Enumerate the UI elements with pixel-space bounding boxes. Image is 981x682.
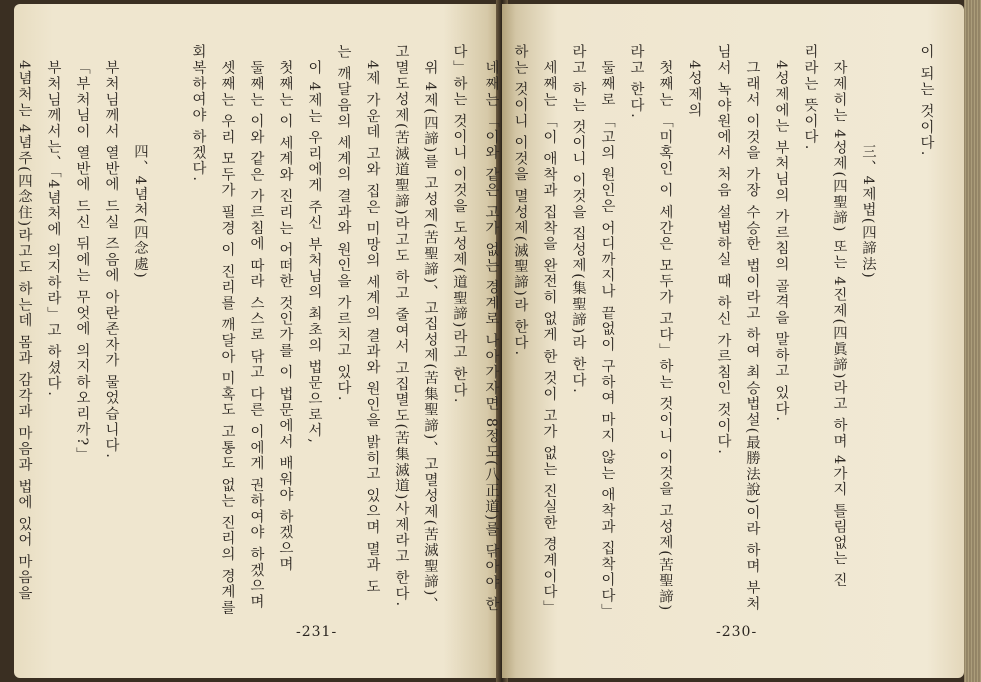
text-line: 부처님께서는、「4념처에 의지하라」고 하셨다. [45,60,61,398]
text-line: 는 깨달음의 세계의 결과와 원인을 가르치고 있다. [335,44,351,402]
text-line [154,44,183,619]
left-page-text [14,44,473,619]
right-page-text [483,44,940,620]
right-page [483,4,964,678]
text-line [882,44,911,619]
text-line: 라고 하는 것이니 이것을 집성제(集聖諦)라 한다. [570,44,586,395]
left-page [14,4,502,678]
text-line: 4성제에는 부처님의 가르침의 골격을 말하고 있다. [773,60,789,423]
text-line: 회복하여야 하겠다. [190,44,206,183]
text-line: 셋째는 우리 모두가 필경 이 진리를 깨달아 미혹도 고통도 없는 진리의 경계를 [219,60,235,616]
text-line: 자제히는 4성제(四聖諦) 또는 4진제(四眞諦)라고 하며 4가지 틀림없는 진 [831,60,847,589]
text-line: 이 되는 것이다. [918,44,934,157]
text-line: 둘째는 이와 같은 가르침에 따라 스스로 닦고 다른 이에게 권하여야 하겠으며 [248,60,264,610]
section-heading: 四、4념처(四念處) [132,144,148,280]
left-page-number: -231- [296,624,338,640]
page-edges [964,0,981,682]
text-line: 4성제의 [686,60,702,118]
text-line: 첫째는 이 세계와 진리는 어떠한 것인가를 이 법문에서 배워야 하겠으며 [277,60,293,572]
text-line: 라고 한다. [628,44,644,120]
text-line: 리라는 뜻이다. [802,44,818,151]
text-line: 님서 녹야원에서 처음 설법하실 때 하신 가르침인 것이다. [715,44,731,456]
text-line: 세째는 「이 애착과 집착을 완전히 없게 한 것이 고가 없는 진실한 경계이다」 [541,60,557,616]
text-line: 네째는 「이와 같은 고가 없는 경계로 나아가자면 8정도(八正道)를 닦아야 한 [483,60,499,613]
text-line: 4제 가운데 고와 집은 미망의 세계의 결과와 원인을 밝히고 있으며 멸과 도 [364,60,380,595]
section-heading: 三、4제법(四諦法) [860,144,876,280]
text-line: 위 4제(四諦)를 고성제(苦聖諦)、고집성제(苦集聖諦)、고멸성제(苦滅聖諦)、 [422,60,438,613]
text-line: 그래서 이것을 가장 수승한 법이라고 하여 최승법설(最勝法說)이라 하며 부처 [744,60,760,612]
right-page-number: -230- [716,624,758,640]
text-line: 이 4제는 우리에게 주신 부처님의 최초의 법문으로서, [306,60,322,445]
text-line: 둘째로 「고의 원인은 어디까지나 끝없이 구하여 마지 않는 애착과 집착이다」 [599,60,615,620]
text-line: 고멸도성제(苦滅道聖諦)라고도 하고 줄여서 고집멸도(苦集滅道)사제라고 한다. [393,44,409,608]
text-line: 부처님께서 열반에 드실 즈음에 아란존자가 물었습니다. [103,60,119,460]
text-line: 첫째는 「미혹인 이 세간은 모두가 고다」하는 것이니 이것을 고성제(苦聖諦) [657,60,673,612]
text-line: 「부처님이 열반에 드신 뒤에는 무엇에 의지하오리까?」 [74,60,90,463]
text-line: 4념처는 4념주(四念住)라고도 하는데 몸과 감각과 마음과 법에 있어 마음을 [16,60,32,602]
text-line: 다」하는 것이니 이것을 도성제(道聖諦)라고 한다. [451,44,467,404]
text-line: 하는 것이니 이것을 멸성제(滅聖諦)라 한다. [512,44,528,357]
